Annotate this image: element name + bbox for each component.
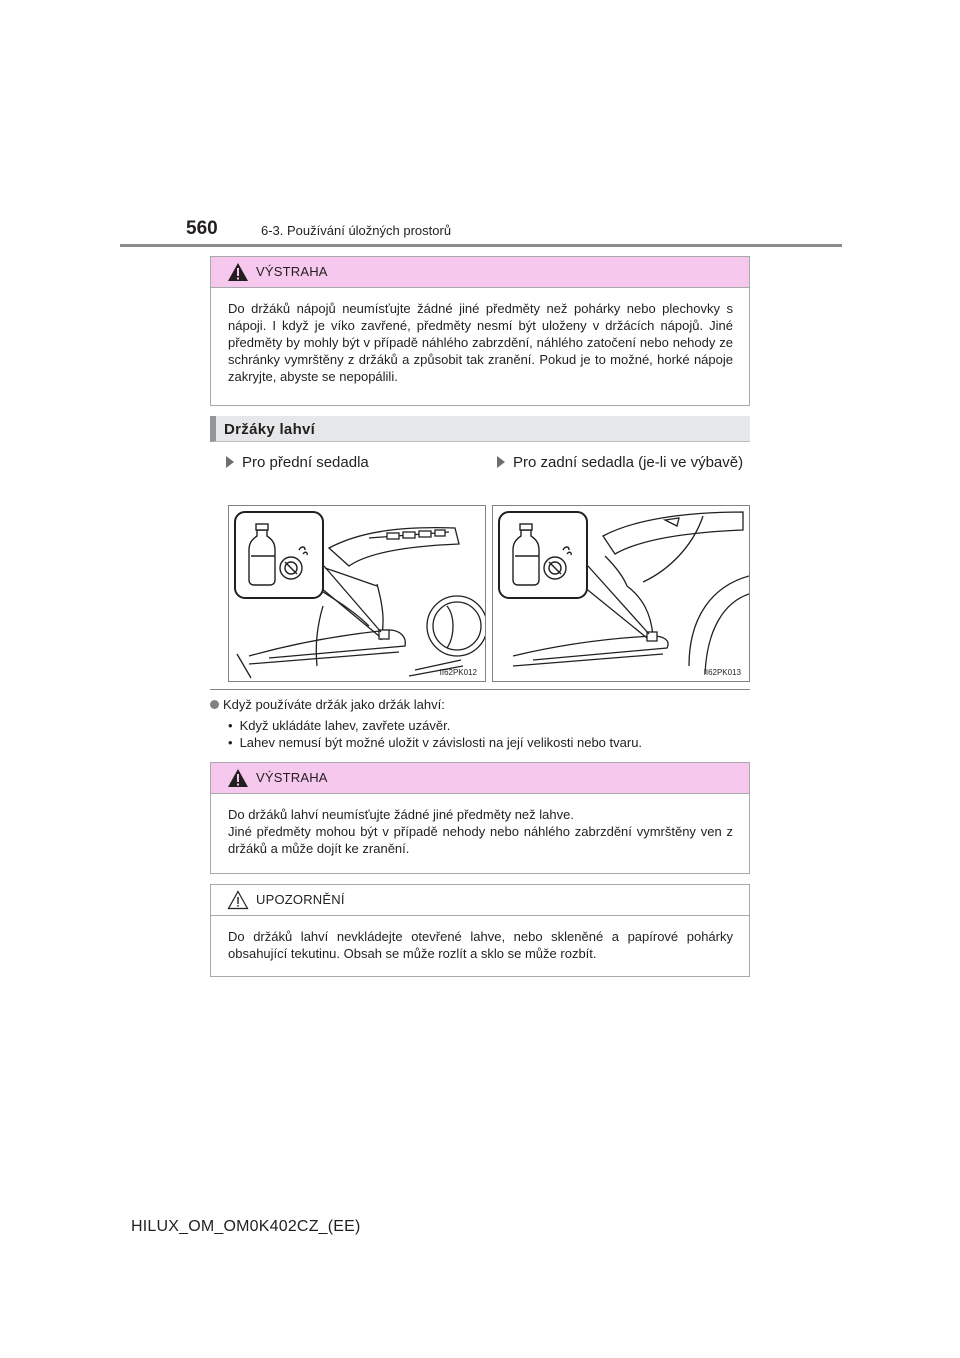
warning-label: VÝSTRAHA: [256, 264, 328, 279]
section-title: 6-3. Používání úložných prostorů: [261, 223, 452, 238]
warning-triangle-icon: [227, 768, 249, 788]
warning-box-cupholders: [210, 256, 750, 406]
rear-door-illustration: [493, 506, 749, 681]
section-heading-text: Držáky lahví: [224, 421, 316, 438]
page-number: 560: [186, 218, 218, 239]
arrow-right-icon: [497, 456, 505, 468]
figure-code: II62PK013: [703, 668, 741, 677]
bullet-dot-icon: [210, 700, 219, 709]
figure-code: II62PK012: [439, 668, 477, 677]
warning-text: Do držáků nápojů neumísťujte žádné jiné předměty než pohárky nebo plechovky s nápoji. I když je víko zavřené, předměty nesmí být uloženy v držácích nápojů. Jiné předměty by mohly být v případě náhlého zabrzdění, náhlého zatočení nebo nehody ze schránky vymrštěny z držáků a způsobit tak zranění. Pokud je to možné, horké nápoje zakryjte, abyste se nepopálili.: [228, 301, 733, 384]
arrow-right-icon: [226, 456, 234, 468]
caution-triangle-icon: [227, 890, 249, 910]
sub-bullet-list: [228, 717, 642, 751]
warning-header: [211, 257, 749, 288]
warning-header: [211, 763, 749, 794]
warning-triangle-icon: [227, 262, 249, 282]
notice-box: [210, 884, 750, 977]
section-heading: [210, 416, 750, 442]
list-item: • Když ukládáte lahev, zavřete uzávěr.: [228, 717, 642, 734]
warning-text: Do držáků lahví neumísťujte žádné jiné předměty než lahve. Jiné předměty mohou být v případě nehody nebo náhlého zabrzdění vymrštěny ven z držáků a může dojít ke zranění.: [228, 807, 733, 856]
notice-header: [211, 885, 749, 916]
notice-label: UPOZORNĚNÍ: [256, 892, 345, 907]
front-seats-label: Pro přední sedadla: [226, 450, 476, 475]
header-rule: [120, 244, 842, 247]
rear-bottle-holder-figure: [492, 505, 750, 682]
list-item: • Lahev nemusí být možné uložit v závislosti na její velikosti nebo tvaru.: [228, 734, 642, 751]
front-door-illustration: [229, 506, 485, 681]
warning-box-bottles: [210, 762, 750, 874]
front-bottle-holder-figure: [228, 505, 486, 682]
notice-text: Do držáků lahví nevkládejte otevřené lahve, nebo skleněné a papírové pohárky obsahující tekutinu. Obsah se může rozlít a sklo se může rozbít.: [228, 929, 733, 961]
bullet-main: Když používáte držák jako držák lahví:: [210, 697, 445, 712]
figure-divider: [210, 689, 750, 690]
footer-document-code: HILUX_OM_OM0K402CZ_(EE): [131, 1218, 361, 1235]
rear-seats-label: Pro zadní sedadla (je-li ve výbavě): [497, 450, 750, 475]
warning-label: VÝSTRAHA: [256, 770, 328, 785]
